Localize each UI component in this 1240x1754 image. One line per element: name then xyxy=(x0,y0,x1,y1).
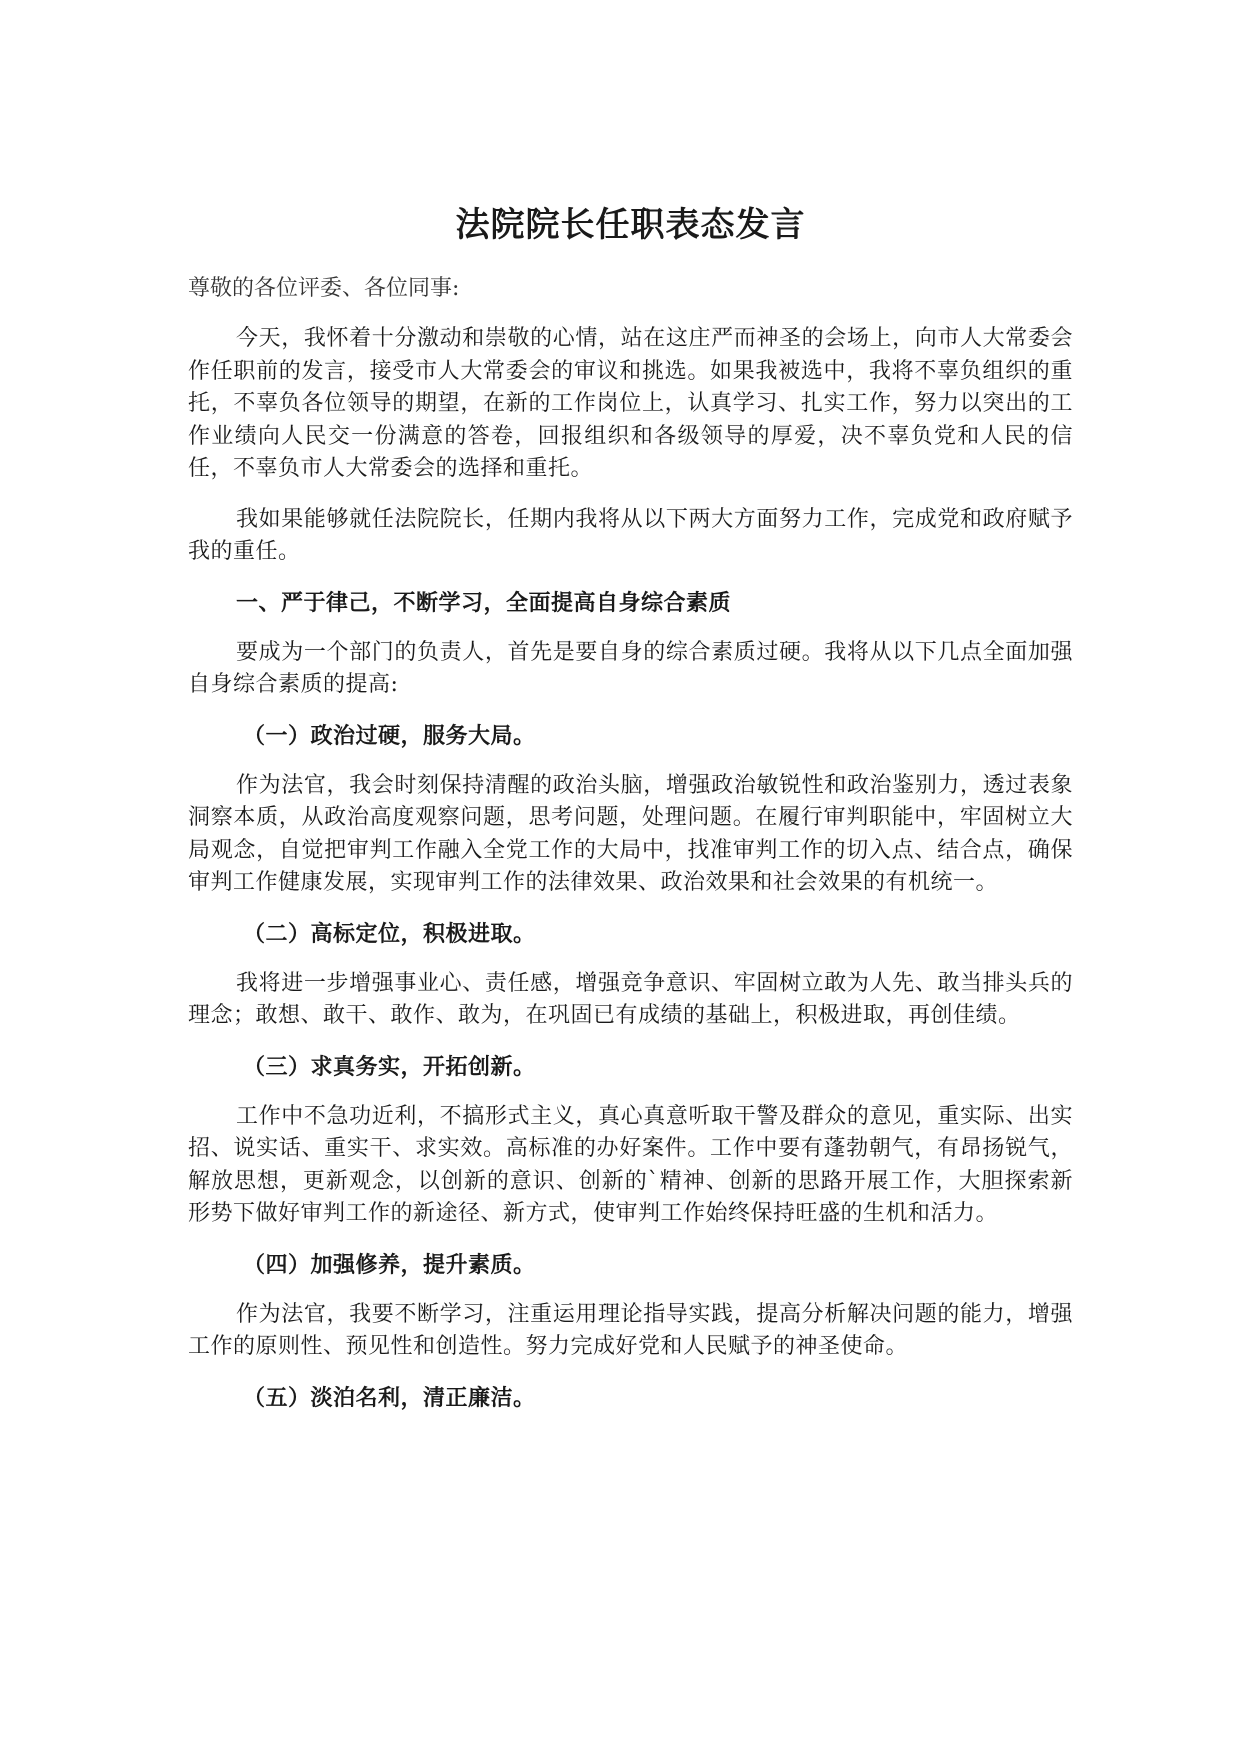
document-page xyxy=(188,200,1073,1432)
page-title: 法院院长任职表态发言 xyxy=(455,205,806,245)
section-intro: 要成为一个部门的负责人，首先是要自身的综合素质过硬。我将从以下几点全面加强自身综合素质的提高: xyxy=(188,639,1073,697)
item-heading: （一）政治过硬，服务大局。 xyxy=(243,722,536,749)
item-heading: （二）高标定位，积极进取。 xyxy=(243,920,536,947)
paragraph-commitment: 我如果能够就任法院院长，任期内我将从以下两大方面努力工作，完成党和政府赋予我的重任。 xyxy=(188,506,1073,564)
item-heading: （三）求真务实，开拓创新。 xyxy=(243,1053,536,1080)
item-text: 作为法官，我会时刻保持清醒的政治头脑，增强政治敏锐性和政治鉴别力，透过表象洞察本质，从政治高度观察问题，思考问题，处理问题。在履行审判职能中，牢固树立大局观念，自觉把审判工作融入全党工作的大局中，找准审判工作的切入点、结合点，确保审判工作健康发展，实现审判工作的法律效果、政治效果和社会效果的有机统一。 xyxy=(188,772,1073,895)
item-heading: （四）加强修养，提升素质。 xyxy=(243,1251,536,1278)
item-heading: （五）淡泊名利，清正廉洁。 xyxy=(243,1384,536,1411)
paragraph-intro: 今天，我怀着十分激动和崇敬的心情，站在这庄严而神圣的会场上，向市人大常委会作任职前的发言，接受市人大常委会的审议和挑选。如果我被选中，我将不辜负组织的重托，不辜负各位领导的期望，在新的工作岗位上，认真学习、扎实工作，努力以突出的工作业绩向人民交一份满意的答卷，回报组织和各级领导的厚爱，决不辜负党和人民的信任，不辜负市人大常委会的选择和重托。 xyxy=(188,326,1073,481)
item-text: 作为法官，我要不断学习，注重运用理论指导实践，提高分析解决问题的能力，增强工作的原则性、预见性和创造性。努力完成好党和人民赋予的神圣使命。 xyxy=(188,1301,1073,1359)
section-heading: 一、严于律己，不断学习，全面提高自身综合素质 xyxy=(236,589,732,616)
salutation: 尊敬的各位评委、各位同事: xyxy=(188,276,460,301)
item-text: 我将进一步增强事业心、责任感，增强竞争意识、牢固树立敢为人先、敢当排头兵的理念；敢想、敢干、敢作、敢为，在巩固已有成绩的基础上，积极进取，再创佳绩。 xyxy=(188,970,1073,1028)
item-text: 工作中不急功近利，不搞形式主义，真心真意听取干警及群众的意见，重实际、出实招、说实话、重实干、求实效。高标准的办好案件。工作中要有蓬勃朝气，有昂扬锐气，解放思想，更新观念，以创新的意识、创新的`精神、创新的思路开展工作，大胆探索新形势下做好审判工作的新途径、新方式，使审判工作始终保持旺盛的生机和活力。 xyxy=(188,1103,1073,1226)
